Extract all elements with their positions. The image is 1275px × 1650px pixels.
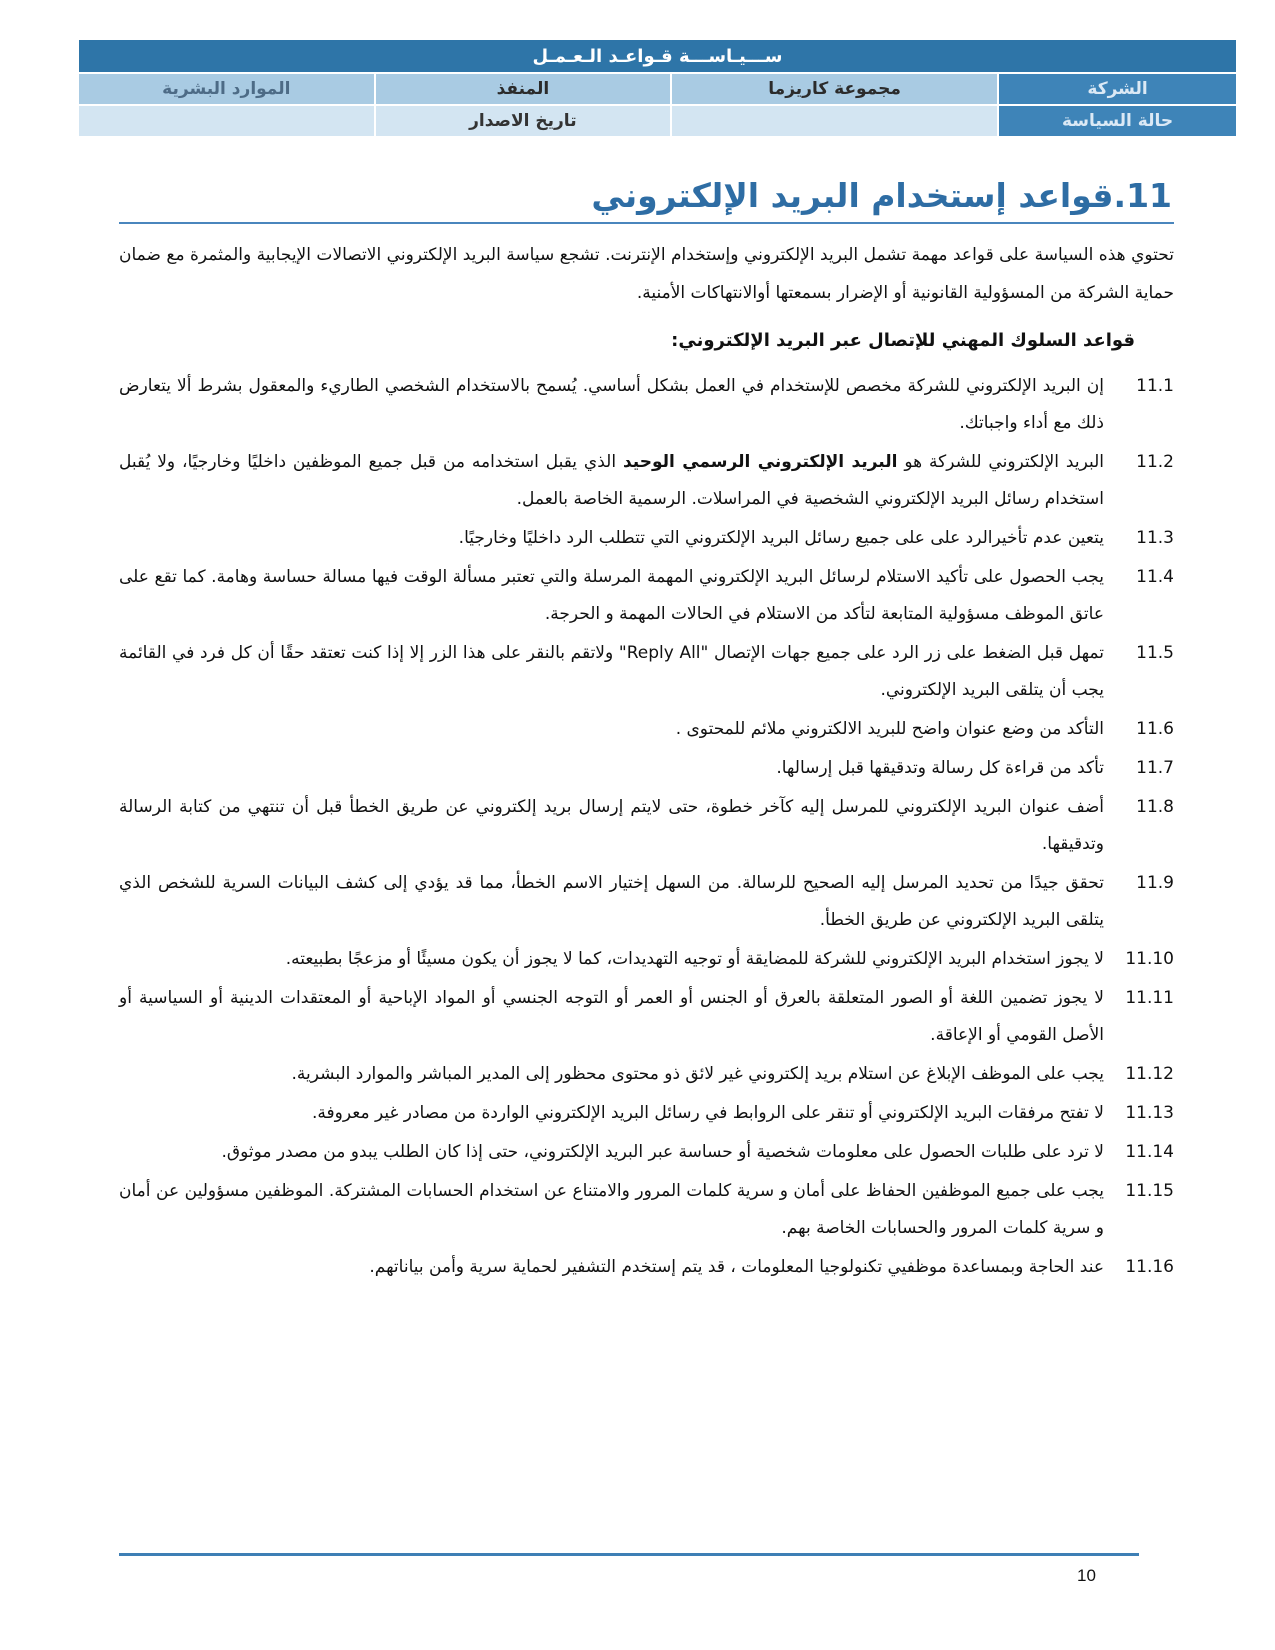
executor-value: الموارد البشرية <box>78 73 375 105</box>
company-label: الشركة <box>998 73 1237 105</box>
rule-number: 11.1 <box>1136 376 1174 396</box>
rule-item <box>119 444 1174 518</box>
rule-text: أضف عنوان البريد الإلكتروني للمرسل إليه كآخر خطوة، حتى لايتم إرسال بريد إلكتروني عن طريق الخطأ قبل أن تنتهي من كتابة الرسالة وتدقيقها. <box>119 797 1104 854</box>
rule-item <box>119 368 1174 442</box>
rule-item <box>119 980 1174 1054</box>
issue-date-label: تاريخ الاصدار <box>375 105 672 137</box>
rule-number: 11.9 <box>1136 873 1174 893</box>
rule-item <box>119 941 1174 978</box>
section-title-underline <box>119 222 1174 224</box>
rule-text: تمهل قبل الضغط على زر الرد على جميع جهات الإتصال "Reply All" ولاتقم بالنقر على هذا الزر إلا إذا كنت تعتقد حقًا أن كل فرد في القائمة يجب أن يتلقى البريد الإلكتروني. <box>119 643 1104 700</box>
rule-text: التأكد من وضع عنوان واضح للبريد الالكتروني ملائم للمحتوى . <box>675 719 1104 739</box>
rule-number: 11.8 <box>1136 797 1174 817</box>
rule-item <box>119 635 1174 709</box>
rule-text: لا يجوز تضمين اللغة أو الصور المتعلقة بالعرق أو الجنس أو العمر أو التوجه الجنسي أو المواد الإباحية أو المعتقدات الدينية أو السياسية أو الأصل القومي أو الإعاقة. <box>119 988 1104 1045</box>
rule-text: يتعين عدم تأخيرالرد على على جميع رسائل البريد الإلكتروني التي تتطلب الرد داخليًا وخارجيًا. <box>458 528 1104 548</box>
status-label: حالة السياسة <box>998 105 1237 137</box>
issue-date-value <box>78 105 375 137</box>
rules-list <box>119 368 1174 1288</box>
rule-text: يجب الحصول على تأكيد الاستلام لرسائل البريد الإلكتروني المهمة المرسلة والتي تعتبر مسألة الوقت فيها مسالة حساسة وهامة. كما تقع على عاتق الموظف مسؤولية المتابعة لتأكد من الاستلام في الحالات المهمة و الحرجة. <box>119 567 1104 624</box>
rule-text-after: الذي يقبل استخدامه من قبل جميع الموظفين داخليًا وخارجيًا، ولا يُقبل استخدام رسائل البريد الإلكتروني الشخصية في المراسلات. الرسمية الخاصة بالعمل. <box>119 452 1104 509</box>
rule-item <box>119 520 1174 557</box>
rule-item <box>119 1173 1174 1247</box>
rule-item <box>119 865 1174 939</box>
rule-item <box>119 1095 1174 1132</box>
rule-number: 11.15 <box>1125 1181 1174 1201</box>
rule-text <box>119 444 1112 518</box>
rule-number: 11.4 <box>1136 567 1174 587</box>
rule-text: لا ترد على طلبات الحصول على معلومات شخصية أو حساسة عبر البريد الإلكتروني، حتى إذا كان الطلب يبدو من مصدر موثوق. <box>221 1142 1104 1162</box>
executor-label: المنفذ <box>375 73 672 105</box>
rule-item <box>119 750 1174 787</box>
rule-item <box>119 711 1174 748</box>
rule-text: عند الحاجة وبمساعدة موظفيي تكنولوجيا المعلومات ، قد يتم إستخدم التشفير لحماية سرية وأمن بياناتهم. <box>369 1257 1104 1277</box>
rule-text: يجب على جميع الموظفين الحفاظ على أمان و سرية كلمات المرور والامتناع عن استخدام الحسابات المشتركة. الموظفين مسؤولين عن أمان و سرية كلمات المرور والحسابات الخاصة بهم. <box>119 1181 1104 1238</box>
rule-item <box>119 1056 1174 1093</box>
rule-text: تحقق جيدًا من تحديد المرسل إليه الصحيح للرسالة. من السهل إختيار الاسم الخطأ، مما قد يؤدي إلى كشف البيانات السرية للشخص الذي يتلقى البريد الإلكتروني عن طريق الخطأ. <box>119 873 1104 930</box>
section-intro: تحتوي هذه السياسة على قواعد مهمة تشمل البريد الإلكتروني وإستخدام الإنترنت. تشجع سياسة البريد الإلكتروني الاتصالات الإيجابية والمثمرة مع ضمان حماية الشركة من المسؤولية القانونية أو الإضرار بسمعتها أوالانتهاكات الأمنية. <box>119 245 1174 303</box>
footer-divider <box>119 1553 1139 1556</box>
rule-text-bold: البريد الإلكتروني الرسمي الوحيد <box>622 452 898 472</box>
rule-text-before: البريد الإلكتروني للشركة هو <box>897 452 1104 472</box>
policy-title: ســـيـاســـة قـواعـد الـعـمـل <box>78 39 1237 73</box>
rule-text: إن البريد الإلكتروني للشركة مخصص للإستخدام في العمل بشكل أساسي. يُسمح بالاستخدام الشخصي الطاريء والمعقول بشرط ألا يتعارض ذلك مع أداء واجباتك. <box>119 376 1104 433</box>
rule-number: 11.2 <box>1136 452 1174 472</box>
rule-number: 11.6 <box>1136 719 1174 739</box>
rule-text: لا تفتح مرفقات البريد الإلكتروني أو تنقر على الروابط في رسائل البريد الإلكتروني الواردة من مصادر غير معروفة. <box>312 1103 1104 1123</box>
rule-number: 11.16 <box>1125 1257 1174 1277</box>
rule-text: تأكد من قراءة كل رسالة وتدقيقها قبل إرسالها. <box>776 758 1104 778</box>
rule-item <box>119 789 1174 863</box>
rule-item <box>119 1134 1174 1171</box>
rules-subheading: قواعد السلوك المهني للإتصال عبر البريد الإلكتروني: <box>671 330 1135 351</box>
company-value: مجموعة كاريزما <box>671 73 998 105</box>
rule-item <box>119 559 1174 633</box>
rule-text: يجب على الموظف الإبلاغ عن استلام بريد إلكتروني غير لائق ذو محتوى محظور إلى المدير المباشر والموارد البشرية. <box>291 1064 1104 1084</box>
rule-item <box>119 1249 1174 1286</box>
status-value <box>671 105 998 137</box>
rule-number: 11.7 <box>1136 758 1174 778</box>
rule-number: 11.14 <box>1125 1142 1174 1162</box>
rule-number: 11.3 <box>1136 528 1174 548</box>
rule-number: 11.13 <box>1125 1103 1174 1123</box>
policy-header-table <box>77 38 1238 138</box>
rule-number: 11.10 <box>1125 949 1174 969</box>
rule-text: لا يجوز استخدام البريد الإلكتروني للشركة للمضايقة أو توجيه التهديدات، كما لا يجوز أن يكون مسيئًا أو مزعجًا بطبيعته. <box>285 949 1104 969</box>
rule-number: 11.11 <box>1125 988 1174 1008</box>
rule-number: 11.12 <box>1125 1064 1174 1084</box>
section-title: 11.قواعد إستخدام البريد الإلكتروني <box>591 176 1172 215</box>
rule-number: 11.5 <box>1136 643 1174 663</box>
page-number: 10 <box>1077 1566 1096 1585</box>
